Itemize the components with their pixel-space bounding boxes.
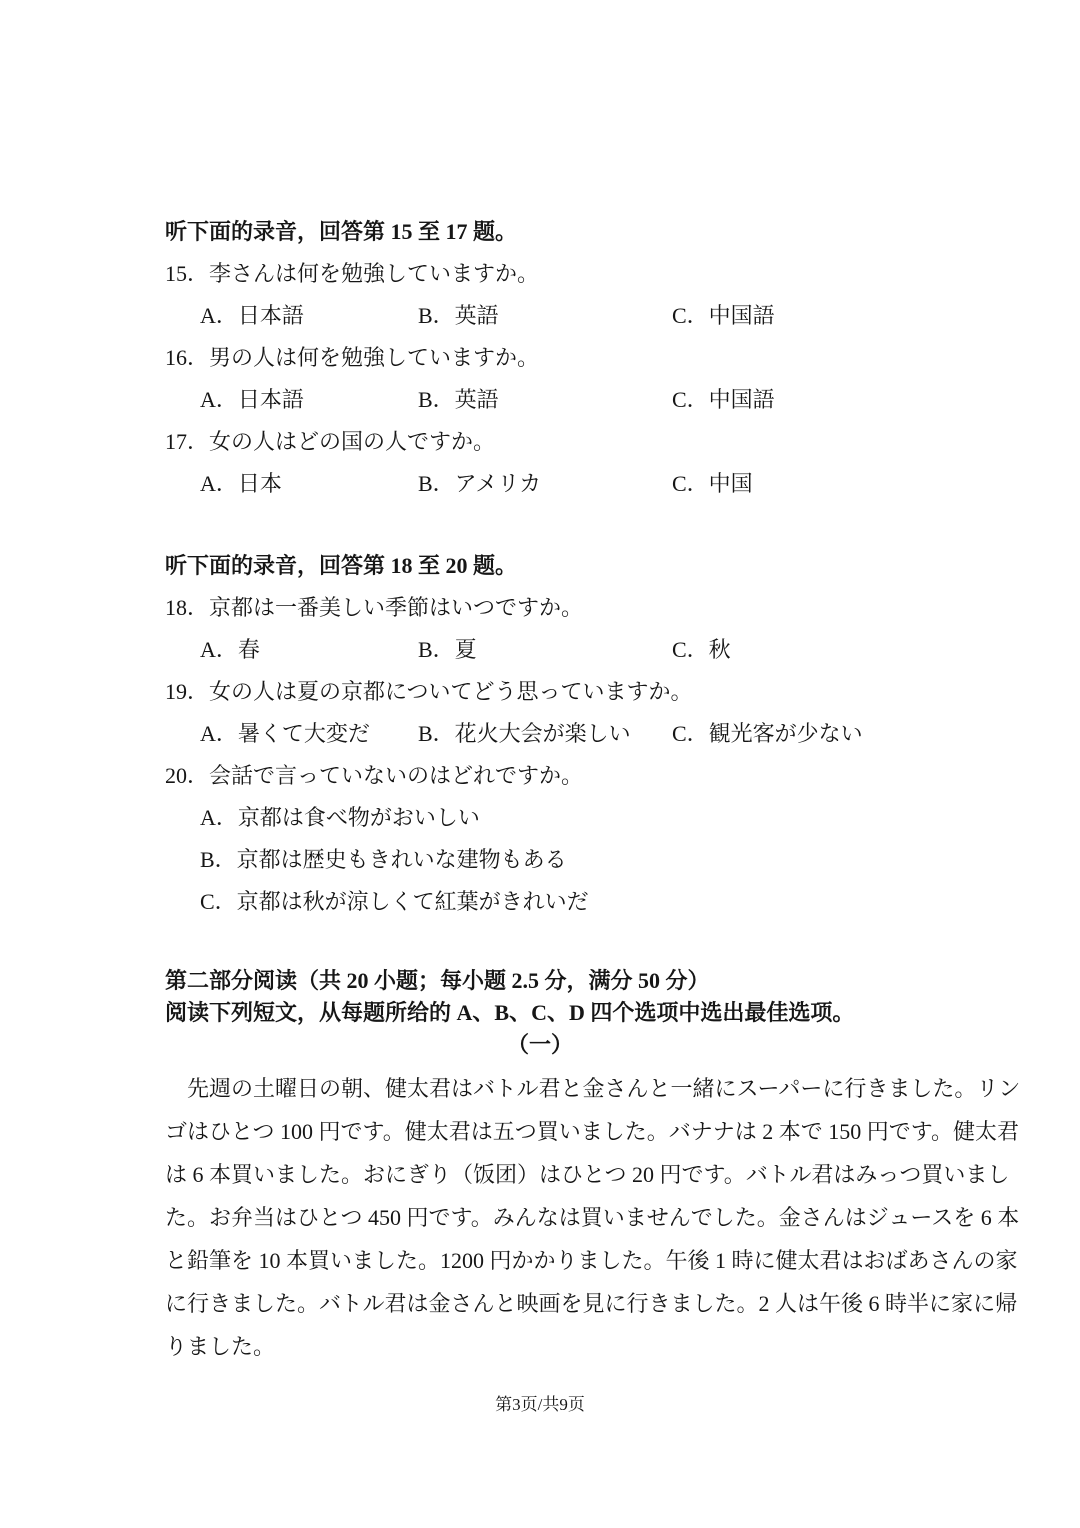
question-19-option-c: C．観光客が少ない	[672, 721, 863, 746]
question-16-option-b: B．英語	[418, 387, 499, 412]
reading-section-title: 第二部分阅读（共 20 小题；每小题 2.5 分，满分 50 分）	[165, 968, 710, 993]
listening-group-2	[165, 545, 915, 923]
listening-group-2-instruction: 听下面的录音，回答第 18 至 20 题。	[165, 553, 518, 578]
passage-line-2: ゴはひとつ 100 円です。健太君は五つ買いました。バナナは 2 本で 150 円です。健太君	[165, 1119, 1020, 1144]
reading-passage-label: （一）	[506, 1032, 573, 1057]
listening-group-1	[165, 211, 915, 505]
question-15-option-b: B．英語	[418, 303, 499, 328]
question-16-option-c: C．中国語	[672, 387, 775, 412]
question-20-text: 20．会話で言っていないのはどれですか。	[165, 763, 584, 788]
question-18-options	[165, 629, 915, 671]
passage-line-4: た。お弁当はひとつ 450 円です。みんなは買いませんでした。金さんはジュースを 6 本	[165, 1205, 1020, 1230]
reading-instruction: 阅读下列短文，从每题所给的 A、B、C、D 四个选项中选出最佳选项。	[165, 1000, 855, 1025]
question-16-text: 16．男の人は何を勉強していますか。	[165, 345, 540, 370]
question-19-text: 19．女の人は夏の京都についてどう思っていますか。	[165, 679, 693, 704]
question-20-option-b: B．京都は歴史もきれいな建物もある	[200, 847, 567, 872]
question-17-option-c: C．中国	[672, 471, 753, 496]
passage-line-3: は 6 本買いました。おにぎり（饭团）はひとつ 20 円です。バトル君はみっつ買いまし	[165, 1162, 1010, 1187]
question-15-option-c: C．中国語	[672, 303, 775, 328]
question-19-option-b: B．花火大会が楽しい	[418, 721, 631, 746]
question-20-option-c: C．京都は秋が涼しくて紅葉がきれいだ	[200, 889, 589, 914]
question-18-option-a: A．春	[200, 637, 260, 662]
page-number-indicator: 第3页/共9页	[495, 1395, 585, 1414]
question-17-option-a: A．日本	[200, 471, 282, 496]
question-15-options	[165, 295, 915, 337]
reading-section	[165, 965, 1021, 1368]
question-18-option-c: C．秋	[672, 637, 731, 662]
question-18-option-b: B．夏	[418, 637, 477, 662]
passage-line-7: りました。	[165, 1334, 276, 1359]
question-20-option-a: A．京都は食べ物がおいしい	[200, 805, 480, 830]
passage-line-1: 先週の土曜日の朝、健太君はバトル君と金さんと一緒にスーパーに行きました。リン	[187, 1076, 1021, 1101]
question-19-option-a: A．暑くて大変だ	[200, 721, 370, 746]
question-18-text: 18．京都は一番美しい季節はいつですか。	[165, 595, 584, 620]
question-17-text: 17．女の人はどの国の人ですか。	[165, 429, 496, 454]
question-17-options	[165, 463, 915, 505]
listening-group-1-instruction: 听下面的录音，回答第 15 至 17 题。	[165, 219, 518, 244]
question-17-option-b: B．アメリカ	[418, 471, 542, 496]
question-15-option-a: A．日本語	[200, 303, 304, 328]
passage-line-6: に行きました。バトル君は金さんと映画を見に行きました。2 人は午後 6 時半に家に帰	[165, 1291, 1018, 1316]
passage-line-5: と鉛筆を 10 本買いました。1200 円かかりました。午後 1 時に健太君はおばあさんの家	[165, 1248, 1018, 1273]
question-15-text: 15．李さんは何を勉強していますか。	[165, 261, 540, 286]
question-16-options	[165, 379, 915, 421]
reading-passage	[165, 1067, 1021, 1368]
question-19-options	[165, 713, 915, 755]
question-16-option-a: A．日本語	[200, 387, 304, 412]
